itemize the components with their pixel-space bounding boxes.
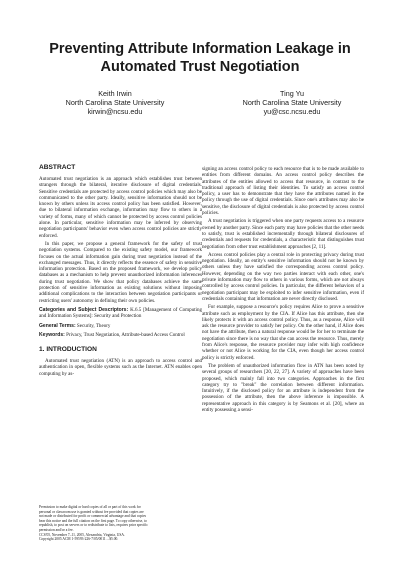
general-terms-label: General Terms: [39,322,76,329]
paper-title: Preventing Attribute Information Leakage in Automated Trust Negotiation [49,41,351,75]
footnote-line: permission and/or a fee. [39,527,74,532]
categories-label: Categories and Subject Descriptors: [39,306,129,313]
categories-text: K.6.5 [Management of Computing and Information Systems]: Security and Protection [39,306,202,320]
abstract-paragraph-2: In this paper, we propose a general framework for the safety of trust negotiation systems. Compared to the existing safety model, our framework focuses on the actual information gain during trust negotiation instead of the exchanged messages. Thus, it directly reflects the essence of safety in sensitive information protection. Based on the proposed framework, we develop policy databases as a mechanism to help prevent unauthorized information inferences during trust negotiation. We show that policy databases achieve the same protection of sensitive information as existing solutions without imposing additional complications to the interaction between negotiation participants or restricting users' autonomy in defining their own policies. [39,240,202,304]
author-1-email: kirwin@ncsu.edu [87,107,143,117]
general-terms-line [39,323,202,329]
author-2-name: Ting Yu [280,89,304,98]
footnote-line: Permission to make digital or hard copies of all or part of this work for [39,505,141,509]
body-paragraph-5: The problem of unauthorized information flow in ATN has been noted by several groups of researchers [20, 22, 27]. A variety of approaches have been proposed, which mainly fall into two categories. Approaches in the first category try to "break" the correlation between different information. Intuitively, if the disclosed policy for an attribute is independent from the possession of the attribute, then the above inference is impossible. A representative approach in this category is by Seamons et al. [20], where an entity possessing a sensi- [202,362,364,413]
abstract-heading: ABSTRACT [39,164,76,171]
author-2-affiliation: North Carolina State University [242,98,342,108]
author-1 [25,89,205,117]
copyright-footnote [39,505,202,542]
author-2 [202,89,382,117]
left-column [39,164,202,379]
footnote-line: CCS'05, November 7–11, 2005, Alexandria, Virginia, USA. [39,532,125,537]
body-paragraph-2: A trust negotiation is triggered when one party requests access to a resource owned by another party. Since each party may have policies that the other needs to satisfy, trust is established incrementally through bilateral disclosures of credentials and requests for credentials, a characteristic that distinguishes trust negotiation from other trust establishment approaches [2, 11]. [202,218,364,250]
author-2-email: yu@csc.ncsu.edu [263,107,321,117]
footnote-line: Copyright 2005 ACM 1-59593-226-7/05/0011 ...$5.00. [39,537,119,542]
keywords-text: Privacy, Trust Negotiation, Attribute-based Access Control [66,331,185,338]
body-paragraph-1: signing an access control policy to each resource that is to be made available to entities from different domains. An access control policy describes the attributes of the entities allowed to access that resource, in contrast to the traditional approach of listing their identities. To satisfy an access control policy, a user has to demonstrate that they have the attributes named in the policy through the use of digital credentials. Since one's attributes may also be sensitive, the disclosure of digital credentials is also protected by access control policies. [202,166,364,217]
general-terms-text: Security, Theory [76,322,111,329]
author-1-affiliation: North Carolina State University [65,98,165,108]
introduction-heading: 1. INTRODUCTION [39,346,97,354]
right-column [202,166,364,415]
keywords-line [39,332,202,338]
footnote-line: not made or distributed for profit or commercial advantage and that copies [39,514,147,519]
abstract-paragraph-1: Automated trust negotiation is an approach which establishes trust between strangers through the bilateral, iterative disclosure of digital credentials. Sensitive credentials are protected by access control policies which may also be communicated to the other party. Ideally, sensitive information should not be known by others unless its access control policy has been satisfied. However, due to bilateral information exchange, information may flow to others in a variety of forms, many of which cannot be protected by access control policies alone. In particular, sensitive information may be inferred by observing negotiation participants' behavior even when access control policies are strictly enforced. [39,176,202,239]
categories-line [39,307,202,320]
author-1-name: Keith Irwin [98,89,132,98]
footnote-line: bear this notice and the full citation on the first page. To copy otherwise, to [39,518,147,523]
author-block [0,89,400,129]
introduction-paragraph-1: Automated trust negotiation (ATN) is an approach to access control and authentication in open, flexible systems such as the Internet. ATN enables open computing by as- [39,358,202,377]
footnote-line: personal or classroom use is granted without fee provided that copies are [39,509,144,514]
footnote-line: republish, to post on servers or to redistribute to lists, requires prior specific [39,523,148,528]
body-paragraph-4: For example, suppose a resource's policy requires Alice to prove a sensitive attribute such as employment by the CIA. If Alice has this attribute, then she likely protects it with an access control policy. Thus, as a response, Alice will ask the resource provider to satisfy her policy. On the other hand, if Alice does not have the attribute, then a natural response would be for her to terminate the negotiation since there is no way that she can access the resource. Thus, merely from Alice's response, the resource provider may infer with high confidence whether or not Alice is working for the CIA, even though her access control policy is strictly enforced. [202,304,364,361]
body-paragraph-3: Access control policies play a central role in protecting privacy during trust negotiation. Ideally, an entity's sensitive information should not be known by others unless they have satisfied the corresponding access control policy. However, depending on the way two parties interact with each other, one's private information may flow to others in various forms, which are not always controlled by access control policies. In particular, the different behaviors of a negotiation participant may be exploited to infer sensitive information, even if credentials containing that information are never directly disclosed. [202,251,364,302]
keywords-label: Keywords: [39,331,65,338]
